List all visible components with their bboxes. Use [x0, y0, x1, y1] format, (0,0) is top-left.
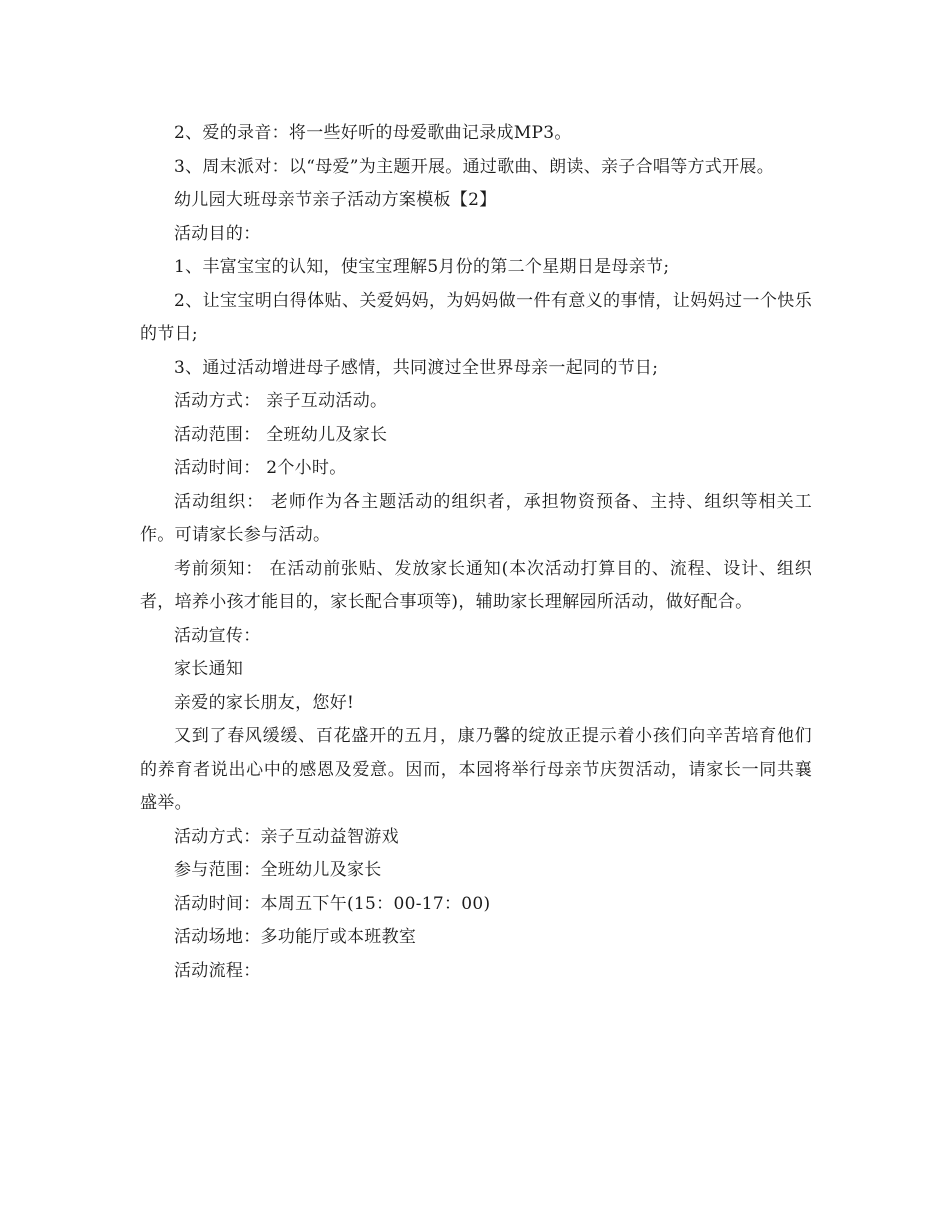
- paragraph: 活动目的：: [174, 223, 261, 244]
- paragraph: 活动时间：本周五下午(15：00-17：00): [174, 893, 491, 914]
- paragraph: 活动场地：多功能厅或本班教室: [174, 927, 417, 947]
- paragraph: 考前须知： 在活动前张贴、发放家长通知(本次活动打算目的、流程、设计、组织者，培养小孩才能目的，家长配合事项等)，辅助家长理解园所活动，做好配合。: [140, 558, 812, 612]
- paragraph: 2、让宝宝明白得体贴、关爱妈妈，为妈妈做一件有意义的事情，让妈妈过一个快乐的节日;: [140, 290, 812, 344]
- paragraph: 活动流程：: [174, 960, 261, 981]
- paragraph: 家长通知: [174, 659, 244, 679]
- paragraph: 活动时间： 2个小时。: [174, 458, 347, 478]
- paragraph: 又到了春风缓缓、百花盛开的五月，康乃馨的绽放正提示着小孩们向辛苦培育他们的养育者说出心中的感恩及爱意。因而，本园将举行母亲节庆贺活动，请家长一同共襄盛举。: [140, 726, 812, 813]
- paragraph: 活动组织： 老师作为各主题活动的组织者，承担物资预备、主持、组织等相关工作。可请家长参与活动。: [140, 491, 812, 545]
- paragraph: 3、周末派对：以“母爱”为主题开展。通过歌曲、朗读、亲子合唱等方式开展。: [174, 156, 774, 177]
- section-title: 幼儿园大班母亲节亲子活动方案模板【2】: [174, 190, 497, 210]
- paragraph: 参与范围：全班幼儿及家长: [174, 860, 382, 880]
- paragraph: 亲爱的家长朋友，您好!: [174, 692, 355, 713]
- document-body: [140, 117, 812, 988]
- paragraph: 活动方式： 亲子互动活动。: [174, 391, 388, 411]
- paragraph: 3、通过活动增进母子感情，共同渡过全世界母亲一起同的节日;: [174, 357, 659, 378]
- paragraph: 活动范围： 全班幼儿及家长: [174, 424, 388, 445]
- paragraph: 活动方式：亲子互动益智游戏: [174, 826, 399, 847]
- paragraph: 1、丰富宝宝的认知，使宝宝理解5月份的第二个星期日是母亲节;: [174, 257, 670, 277]
- paragraph: 活动宣传：: [174, 625, 261, 646]
- paragraph: 2、爱的录音：将一些好听的母爱歌曲记录成MP3。: [174, 123, 572, 143]
